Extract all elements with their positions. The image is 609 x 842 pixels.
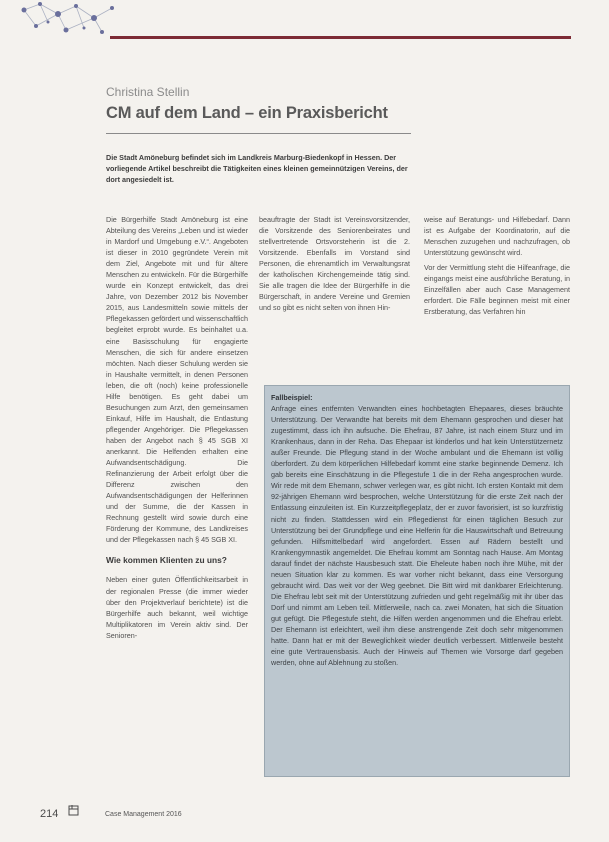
molecule-network-logo xyxy=(18,0,126,38)
case-example-heading: Fallbeispiel: xyxy=(271,393,313,402)
header-accent-line xyxy=(110,36,571,39)
page-header xyxy=(0,0,609,44)
paragraph: beauftragte der Stadt ist Vereinsvorsitzender, die Vorsitzende des Seniorenbeirates und stellvertretende Ortsvorsteherin ist die 2. Vorsitzende. Ebenfalls im Vorstand sind Personen, die ehrenamtlich im Verwaltungsrat der katholischen Kirchengemeinde tätig sind. Sie alle tragen die Idee der Bürgerhilfe in die Bürgerschaft, in andere Vereine und Gremien und so gibt es nicht selten von ihnen Hin- xyxy=(259,215,410,313)
title-divider xyxy=(106,133,411,134)
paragraph: Die Bürgerhilfe Stadt Amöneburg ist eine Abteilung des Vereins „Leben und ist wieder in Mardorf und Umgebung e.V.“. Angeboten ist dieser in 2010 gegründete Verein mit dem Ziel, Angebote mit und für ältere Menschen zu entwickeln. Für die Bürgerhilfe wurde ein Konzept entwickelt, das drei Jahre, von Dezember 2012 bis November 2015, aus Landesmitteln sowie mittels der Pflegekassen gefördert und wissenschaftlich begleitet erprobt wurde. Es beinhaltet u.a. eine Basisschulung für engagierte Menschen, die sich für andere einsetzen möchten. Nach dieser Schulung werden sie in Haushalte vermittelt, in denen Personen leben, die oft (noch) keine professionelle Hilfe benötigen. Es geht dabei um Besuchungen zum Arzt, den gemeinsamen Einkauf, Hilfe im Haushalt, die Entlastung pflegender Angehöriger. Die Pflegekassen haben der Angebot nach § 45 SGB XI anerkannt. Die Helfenden erhalten eine Aufwandsentschädigung. Die Refinanzierung der Arbeit erfolgt über die Differenz zwischen den Aufwandsentschädigungen der Helferinnen und der Summe, die der Kassen in Rechnung gestellt wird sowie durch eine Förderung der Kommune, des Landkreises und der Pflegekassen nach § 45 SGB XI. xyxy=(106,215,248,545)
section-heading: Wie kommen Klienten zu uns? xyxy=(106,555,227,566)
case-example-box xyxy=(264,385,570,777)
case-example-text: Anfrage eines entfernten Verwandten eines hochbetagten Ehepaares, dieses bräuchte Unterstützung. Der Verwandte hat bereits mit dem Ehemann gesprochen und dieser hat zugestimmt, dass ich ihn aufsuche. Die Ehefrau, 87 Jahre, ist nach einem Sturz und im Krankenhaus, dann in der Reha. Das Ehepaar ist kinderlos und hat kein Unterstützernetz außer Freunde. Die Pflegung stand in der Woche ambulant und die Ehemann ist völlig überfordert. Zu dem körperlichen Hilfebedarf kommt eine starke beginnende Demenz. Ich gab bereits eine Einschätzung in die Pflegestufe 1 die in der Reha angesprochen wurde. Wir rede mit dem Ehemann, schwer verlegen war, es gibt nicht. Ich ersten Kontakt mit dem 92-jährigen Ehemann wird besprochen, welche Unterstützung für die erste Zeit nach der Entlassung einzuleiten ist. Ein Kurzzeitpflegeplatz, der er zuvor favorisiert, ist so kurzfristig nicht zu finden. Stattdessen wird ein Pflegedienst für einen täglichen Besuch zur Unterstützung bei der Grundpflege und eine Helferin für die Hauswirtschaft und Betreuung gefunden. Hilfsmittelbedarf wird angefordert. Essen auf Rädern bestellt und Krankengymnastik angemeldet. Die Ehefrau kommt am Sonntag nach Hause. Am Montag darauf findet der nächste Hausbesuch statt. Die Eheleute haben noch ihre Mühe, mit der neuen Situation klar zu kommen. Es war vorher nicht bekannt, dass eine Versorgung gebraucht wird. Das weit vor der Weg geebnet. Die Bitt wird mit dankbarer Erleichterung. Die Ehefrau lebt seit mit der Unterstützung zufrieden und geht regelmäßig mit ihr über das Dorf und nimmt am Leben teil. Mittlerweile, nach ca. zwei Monaten, hat sich die Situation gut gefügt. Die Pflegestufe steht, die Hilfen werden angenommen und die Ehefrau erlebt. Der Ehemann ist erleichtert, weil ihm diese anstrengende Zeit doch sehr mitgenommen hatte. Dann hat er mit der Beweglichkeit wieder deutlich verbessert. Mittlerweile besteht eine gute Vertrauensbasis. Auch der Hinweis auf Themen wie Vorsorge darf gegeben werden, ohne auf Ablehnung zu stoßen. xyxy=(271,404,563,668)
paragraph: Vor der Vermittlung steht die Hilfeanfrage, die eingangs meist eine ausführliche Beratung, in Einzelfällen aber auch Case Management erfordert. Die Fälle beginnen meist mit einer Erstberatung, das Verfahren hin xyxy=(424,263,570,317)
text-column-3 xyxy=(424,214,570,321)
journal-name: Case Management 2016 xyxy=(105,811,182,818)
text-column-2 xyxy=(259,214,410,317)
paragraph: weise auf Beratungs- und Hilfebedarf. Dann ist es Aufgabe der Koordinatorin, auf die Menschen zuzugehen und nachzufragen, ob Unterstützung gewünscht wird. xyxy=(424,215,570,258)
paragraph: Neben einer guten Öffentlichkeitsarbeit in der regionalen Presse (die immer wieder über den Projektverlauf berichtete) ist die Bürgerhilfe auch bekannt, weil wichtige Multiplikatoren im Verein aktiv sind. Der Senioren- xyxy=(106,575,248,640)
text-column-1 xyxy=(106,214,248,645)
article-lead: Die Stadt Amöneburg befindet sich im Landkreis Marburg-Biedenkopf in Hessen. Der vorliegende Artikel beschreibt die Tätigkeiten eines kleinen gemeinnützigen Vereins, der dort angesiedelt ist. xyxy=(106,153,408,184)
page-icon xyxy=(68,804,80,816)
article-title: CM auf dem Land – ein Praxisbericht xyxy=(106,104,388,122)
author-name: Christina Stellin xyxy=(106,85,190,99)
page-number: 214 xyxy=(40,808,59,820)
